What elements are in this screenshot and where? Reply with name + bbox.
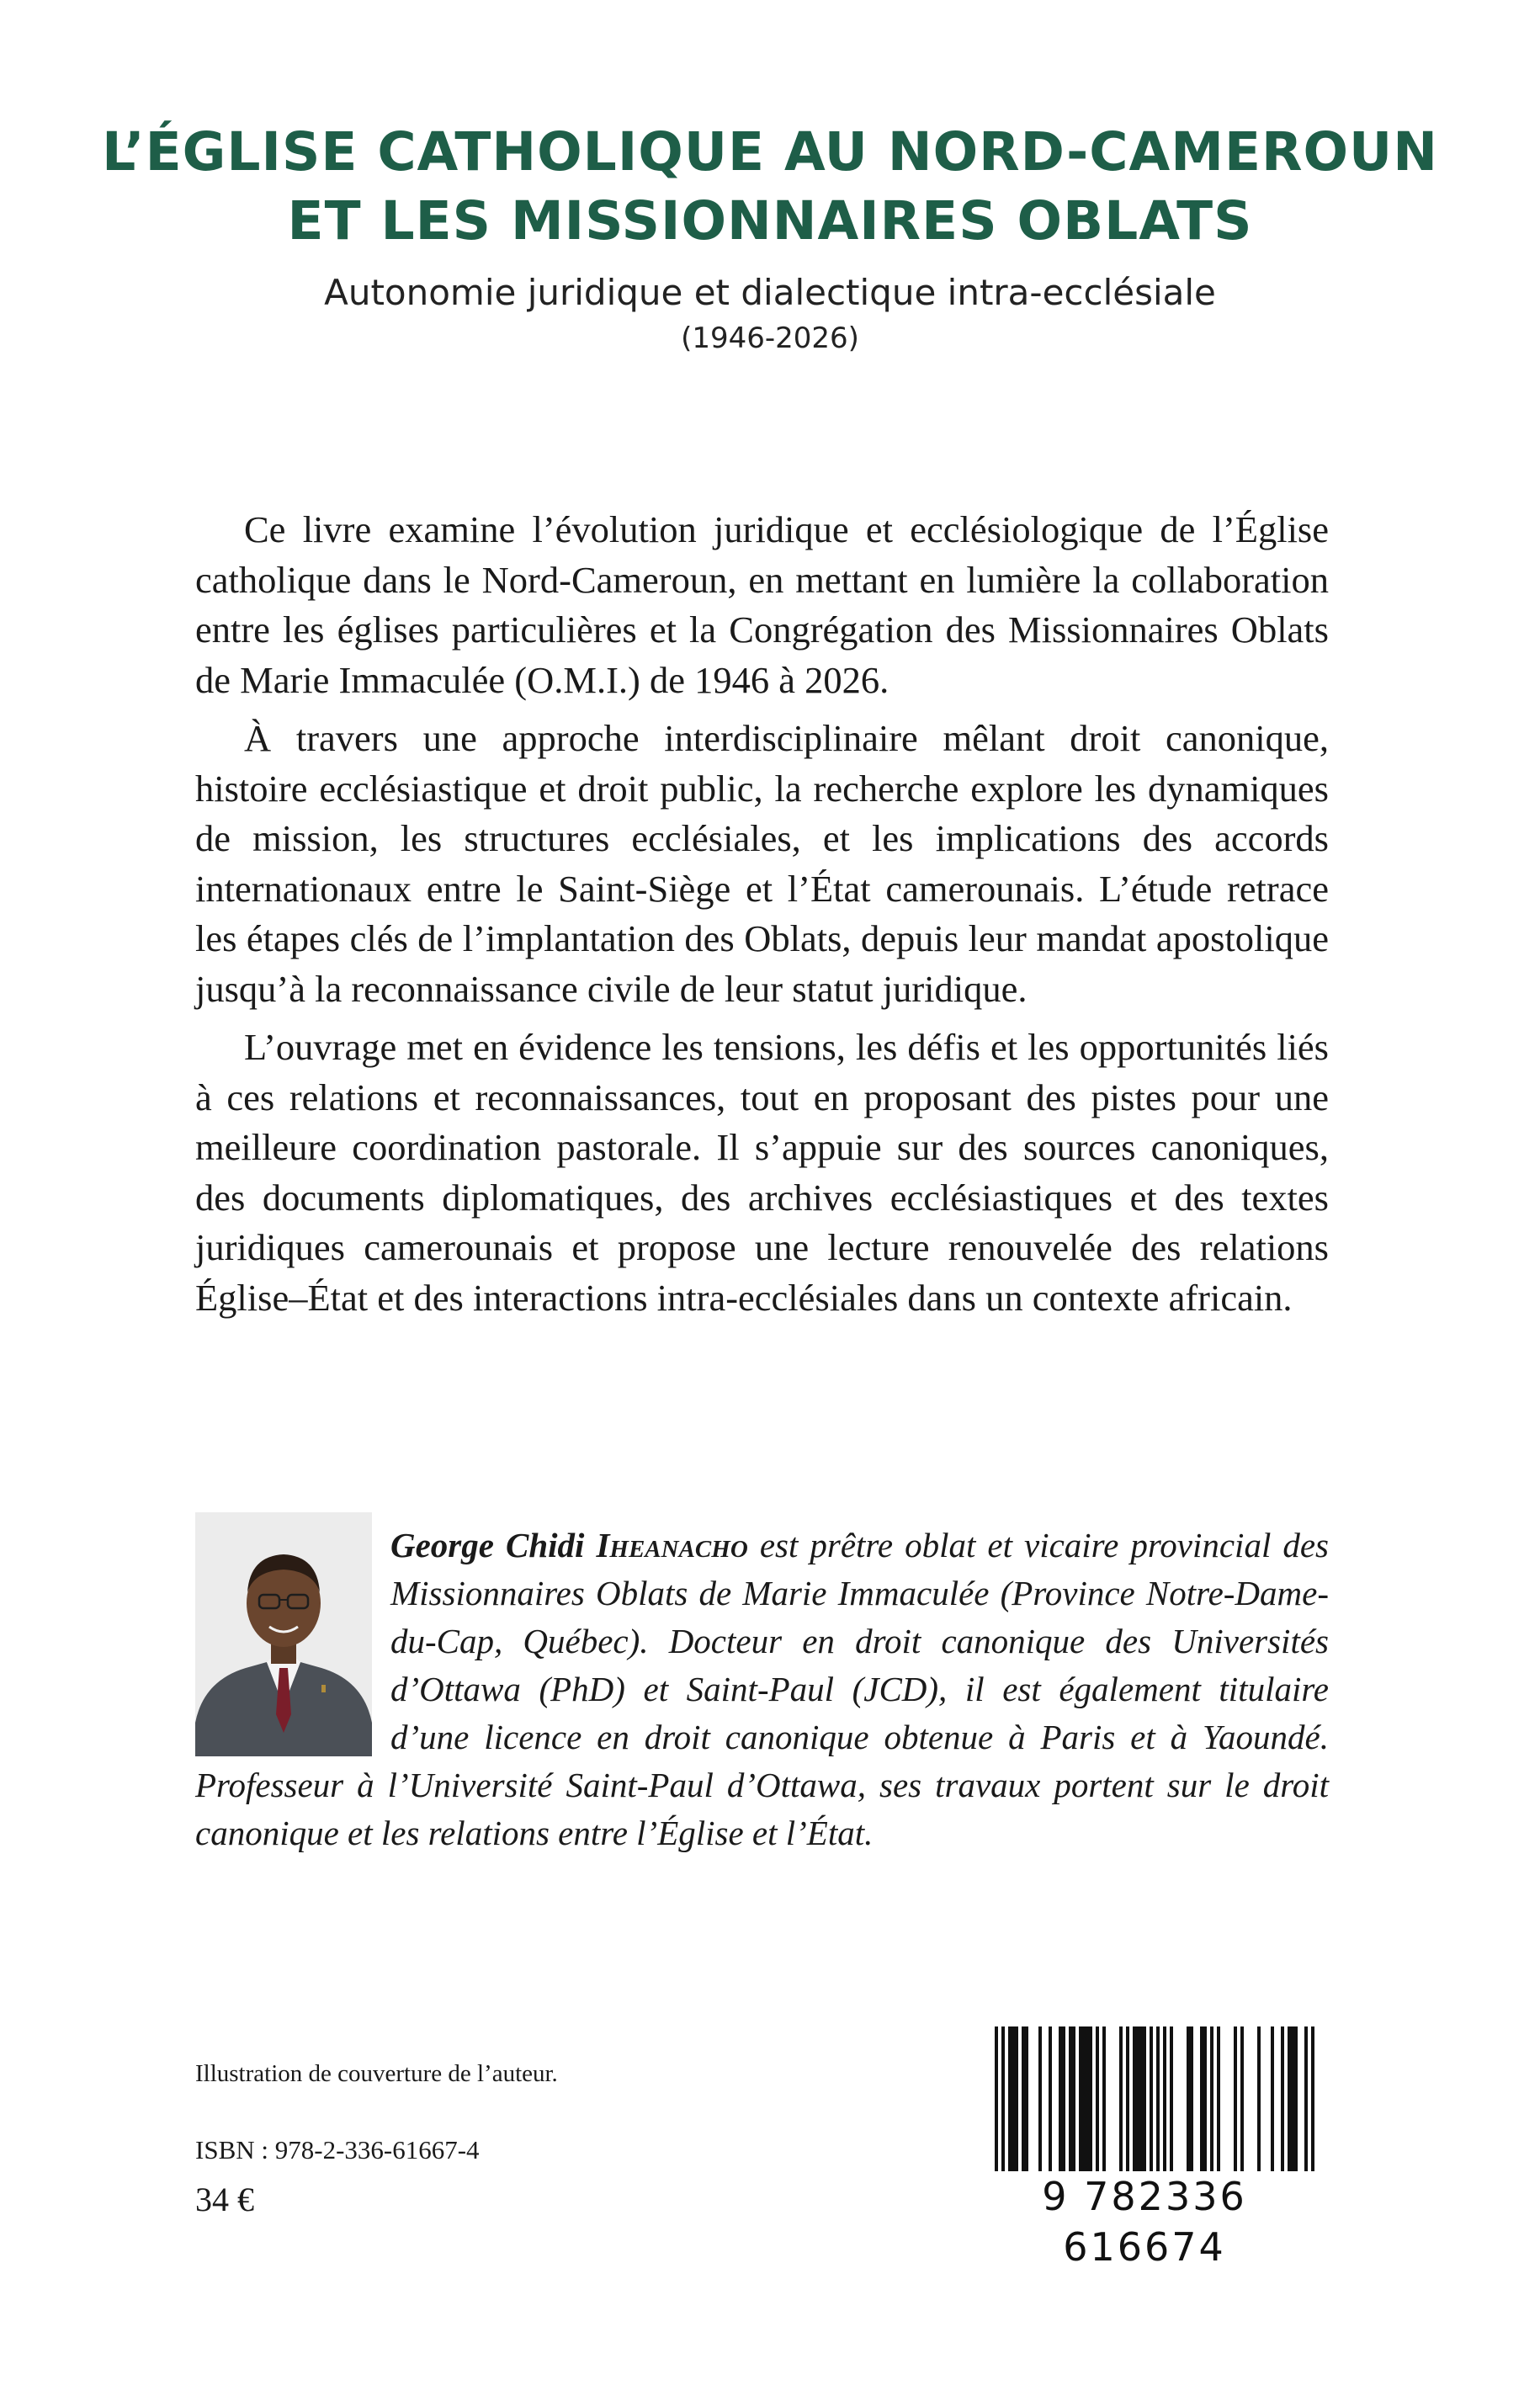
- barcode-bar: [1190, 2026, 1193, 2171]
- barcode-bar: [1139, 2026, 1143, 2171]
- book-dates: (1946-2026): [681, 321, 859, 355]
- book-summary: [195, 505, 1329, 1331]
- barcode-bar: [1015, 2026, 1018, 2171]
- summary-paragraph-3: L’ouvrage met en évidence les tensions, les défis et les opportunités liés à ces relations et reconnaissances, tout en proposant des pistes pour une meilleure coordination pastorale. Il s’appuie sur des sources canoniques, des documents diplomatiques, des archives ecclésiastiques et des textes juridiques camerounais et propose une lecture renouvelée des relations Église–État et des interactions intra-ecclésiales dans un contexte africain.: [195, 1026, 1329, 1319]
- barcode-bar: [1170, 2026, 1173, 2171]
- barcode-bar: [1049, 2026, 1052, 2171]
- barcode-bar: [1119, 2026, 1123, 2171]
- author-photo: [195, 1512, 372, 1756]
- barcode-bar: [1072, 2026, 1075, 2171]
- book-subtitle: Autonomie juridique et dialectique intra-ecclésiale: [324, 272, 1216, 313]
- barcode-bar: [1096, 2026, 1099, 2171]
- barcode-bar: [1163, 2026, 1166, 2171]
- cover-illustration-credit: Illustration de couverture de l’auteur.: [195, 2060, 558, 2087]
- barcode-bar: [1069, 2026, 1072, 2171]
- barcode-bar: [1234, 2026, 1237, 2171]
- barcode-bar: [1008, 2026, 1012, 2171]
- barcode-bar: [1136, 2026, 1139, 2171]
- book-title-line-2: ET LES MISSIONNAIRES OBLATS: [287, 190, 1253, 252]
- barcode-bar: [1281, 2026, 1284, 2171]
- author-surname: Iheanacho: [596, 1526, 748, 1564]
- isbn: ISBN : 978-2-336-61667-4: [195, 2135, 480, 2165]
- author-bio-text: est prêtre oblat et vicaire provincial des Missionnaires Oblats de Marie Immaculée (Province Notre-Dame-du-Cap, Québec). Docteur en droit canonique des Universités d’Ottawa (PhD) et Saint-Paul (JCD), il est également titulaire d’une licence en droit canonique obtenue à Paris et à Yaoundé. Professeur à l’Université Saint-Paul d’Ottawa, ses travaux portent sur le droit canonique et les relations entre l’Église et l’État.: [195, 1526, 1330, 1852]
- barcode-bar: [1200, 2026, 1203, 2171]
- author-first-names: George Chidi: [390, 1526, 585, 1564]
- summary-paragraph-1: Ce livre examine l’évolution juridique et ecclésiologique de l’Église catholique dans le Nord-Cameroun, en mettant en lumière la collaboration entre les églises particulières et la Congrégation des Missionnaires Oblats de Marie Immaculée (O.M.I.) de 1946 à 2026.: [195, 508, 1329, 701]
- barcode-bar: [1022, 2026, 1025, 2171]
- barcode-digits: 9 782336 616674: [959, 2171, 1330, 2272]
- author-name: [390, 1526, 748, 1564]
- barcode-bar: [1240, 2026, 1244, 2171]
- barcode-bar: [1203, 2026, 1207, 2171]
- barcode-bar: [1038, 2026, 1042, 2171]
- barcode-bar: [1012, 2026, 1015, 2171]
- barcode-bar: [1082, 2026, 1086, 2171]
- barcode-bar: [1210, 2026, 1213, 2171]
- barcode-bar: [1271, 2026, 1274, 2171]
- barcode-bar: [1126, 2026, 1129, 2171]
- cover-header: [0, 118, 1540, 357]
- barcode-bar: [1294, 2026, 1298, 2171]
- barcode-bar: [1288, 2026, 1291, 2171]
- barcode-bar: [1062, 2026, 1065, 2171]
- barcode-bar: [1257, 2026, 1261, 2171]
- barcode-bar: [1133, 2026, 1136, 2171]
- barcode-bar: [1187, 2026, 1190, 2171]
- summary-paragraph-2: À travers une approche interdisciplinaire mêlant droit canonique, histoire ecclésiastique et droit public, la recherche explore les dynamiques de mission, les structures ecclésiales, et les implications des accords internationaux entre le Saint-Siège et l’État camerounais. L’étude retrace les étapes clés de l’implantation des Oblats, depuis leur mandat apostolique jusqu’à la reconnaissance civile de leur statut juridique.: [195, 717, 1329, 1010]
- barcode-bar: [1102, 2026, 1106, 2171]
- barcode-bar: [1059, 2026, 1062, 2171]
- barcode-bar: [1025, 2026, 1028, 2171]
- author-portrait-illustration: [195, 1512, 372, 1756]
- barcode-bar: [1217, 2026, 1220, 2171]
- book-title-line-1: L’ÉGLISE CATHOLIQUE AU NORD-CAMEROUN: [102, 121, 1438, 183]
- barcode-bar: [1079, 2026, 1082, 2171]
- barcode-bar: [1086, 2026, 1089, 2171]
- barcode-bar: [1291, 2026, 1294, 2171]
- price: 34 €: [195, 2180, 254, 2218]
- barcode-bar: [1143, 2026, 1146, 2171]
- barcode-bar: [1089, 2026, 1092, 2171]
